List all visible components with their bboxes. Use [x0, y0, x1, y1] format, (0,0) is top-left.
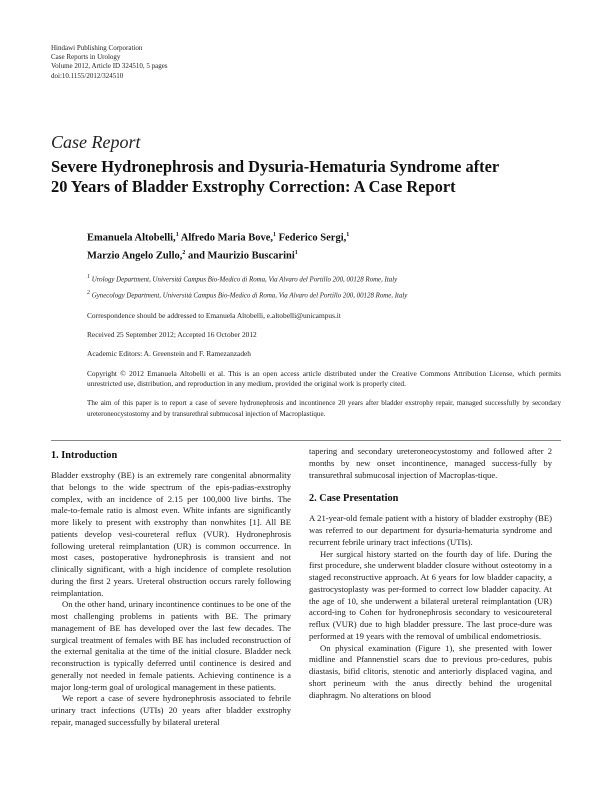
- editors-text: Academic Editors: A. Greenstein and F. Ramezanzadeh: [87, 348, 251, 358]
- affiliation-number: 1: [87, 274, 90, 280]
- affiliation-marker: 1: [346, 232, 350, 238]
- publisher: Hindawi Publishing Corporation: [51, 44, 143, 52]
- affiliation-text: Gynecology Department, Università Campus Bio-Medico di Roma, Via Alvaro del Portillo 200, 00128 Rome, Italy: [91, 292, 408, 300]
- author-line: [87, 246, 561, 264]
- paragraph: tapering and secondary ureteroneocystostomy and followed after 2 months by new onset incontinence, managed success-fully by transurethral submucosal injection of Macroplas-tique.: [309, 446, 552, 480]
- affiliation-marker: 1: [175, 232, 179, 238]
- doi: doi:10.1155/2012/324510: [51, 71, 124, 80]
- paper-title: [51, 157, 561, 197]
- dates: [87, 330, 561, 340]
- affiliation-marker: 1: [294, 249, 298, 256]
- section-heading-case-presentation: 2. Case Presentation: [309, 493, 399, 505]
- section-divider: [51, 440, 561, 441]
- front-matter: [87, 228, 561, 419]
- publication-info: [51, 44, 168, 81]
- correspondence-text: Correspondence should be addressed to Emanuela Altobelli, e.altobelli@unicampus.it: [87, 310, 341, 320]
- author-name: Emanuela Altobelli,: [87, 232, 176, 244]
- paragraph: Bladder exstrophy (BE) is an extremely rare congenital abnormality that belongs to the wide spectrum of the epis-padias-exstrophy complex, with an incidence of 2.15 per 100,000 live births. The male-to-female ratio is almost even. White infants are significantly more likely to present with exstrophy than nonwhites [1]. All BE patients develop vesi-coureteral reflux (VUR). Hydronephrosis following ureteral reimplantation (UR) is common occurrence. In most cases, postoperative hydronephrosis is transient and not clinically significant, with a high incidence of complete resolution during the first 2 years. Ureteral obstruction occurs rarely following reimplantation.: [51, 470, 291, 598]
- affiliation-number: 2: [87, 289, 90, 296]
- article-type: Case Report: [51, 132, 141, 152]
- author-name: Federico Sergi,: [278, 232, 347, 244]
- left-column: [51, 449, 291, 729]
- affiliation-marker: 1: [272, 232, 276, 238]
- abstract: The aim of this paper is to report a case of severe hydronephrosis and incontinence 20 years after bladder exstrophy repair, managed successfully by secondary ureteroneocystostomy and by transurethral submucosal injection of Macroplastique.: [87, 399, 561, 418]
- paragraph: Her surgical history started on the fourth day of life. During the first procedure, she underwent bladder closure without osteotomy in a staged reconstructive approach. At 6 years for low bladder capacity, a gastrocystoplasty was per-formed to correct low bladder capacity. At the age of 10, she underwent a bilateral ureteral reimplantation (UR) accord-ing to Cohen for hydronephrosis secondary to vesicoureteral reflux (VUR) due to high bladder pressure. The last proce-dure was performed at 19 years with the removal of umbilical endometriosis.: [309, 548, 552, 641]
- author-name: and Maurizio Buscarini: [188, 250, 295, 261]
- affiliations: [87, 271, 561, 303]
- title-line: Severe Hydronephrosis and Dysuria-Hematuria Syndrome after: [51, 157, 500, 176]
- author-name: Alfredo Maria Bove,: [180, 232, 273, 244]
- journal-name: Case Reports in Urology: [51, 53, 121, 62]
- affiliation: [87, 287, 561, 303]
- affiliation: [87, 271, 561, 287]
- author-line: [87, 228, 561, 246]
- paragraph: We report a case of severe hydronephrosis associated to febrile urinary tract infections (UTIs) 20 years after bladder exstrophy repair, managed successfully by bilateral ureteral: [51, 693, 291, 727]
- copyright-notice: Copyright © 2012 Emanuela Altobelli et al. This is an open access article distributed under the Creative Commons Attribution License, which permits unrestricted use, distribution, and reproduction in any medium, provided the original work is properly cited.: [87, 368, 561, 388]
- author-name: Marzio Angelo Zullo,: [87, 250, 183, 261]
- affiliation-text: Urology Department, Università Campus Bio-Medico di Roma, Via Alvaro del Portillo 200, 00128 Rome, Italy: [91, 276, 398, 284]
- paragraph: A 21-year-old female patient with a history of bladder exstrophy (BE) was referred to our department for dysuria-hematuria syndrome and recurrent febrile urinary tract infections (UTIs).: [309, 513, 552, 547]
- section-heading-introduction: 1. Introduction: [51, 450, 118, 461]
- volume-info: Volume 2012, Article ID 324510, 5 pages: [51, 62, 168, 71]
- right-column: [309, 446, 552, 701]
- author-list: [87, 228, 561, 263]
- affiliation-marker: 2: [182, 249, 186, 256]
- dates-text: Received 25 September 2012; Accepted 16 October 2012: [87, 329, 257, 339]
- paragraph: On physical examination (Figure 1), she presented with lower midline and Pfannenstiel scars due to previous pro-cedures, pubis diastasis, bifid clitoris, stenotic and anteriorly displaced vagina, and short perineum with the anus directly behind the urogenital diaphragm. No alterations on blood: [309, 642, 552, 700]
- correspondence: [87, 311, 561, 321]
- paragraph: On the other hand, urinary incontinence continues to be one of the most challenging problems in patients with BE. The primary management of BE has developed over the last few decades. The surgical treatment of females with BE has included reconstruction of the external genitalia at the time of the initial closure. Bladder neck reconstruction is typically deferred until continence is desired and generally not needed in female patients. Achieving continence is a major long-term goal of urological management in these patients.: [51, 599, 291, 692]
- title-line: 20 Years of Bladder Exstrophy Correction: A Case Report: [51, 177, 456, 196]
- academic-editors: [87, 349, 561, 359]
